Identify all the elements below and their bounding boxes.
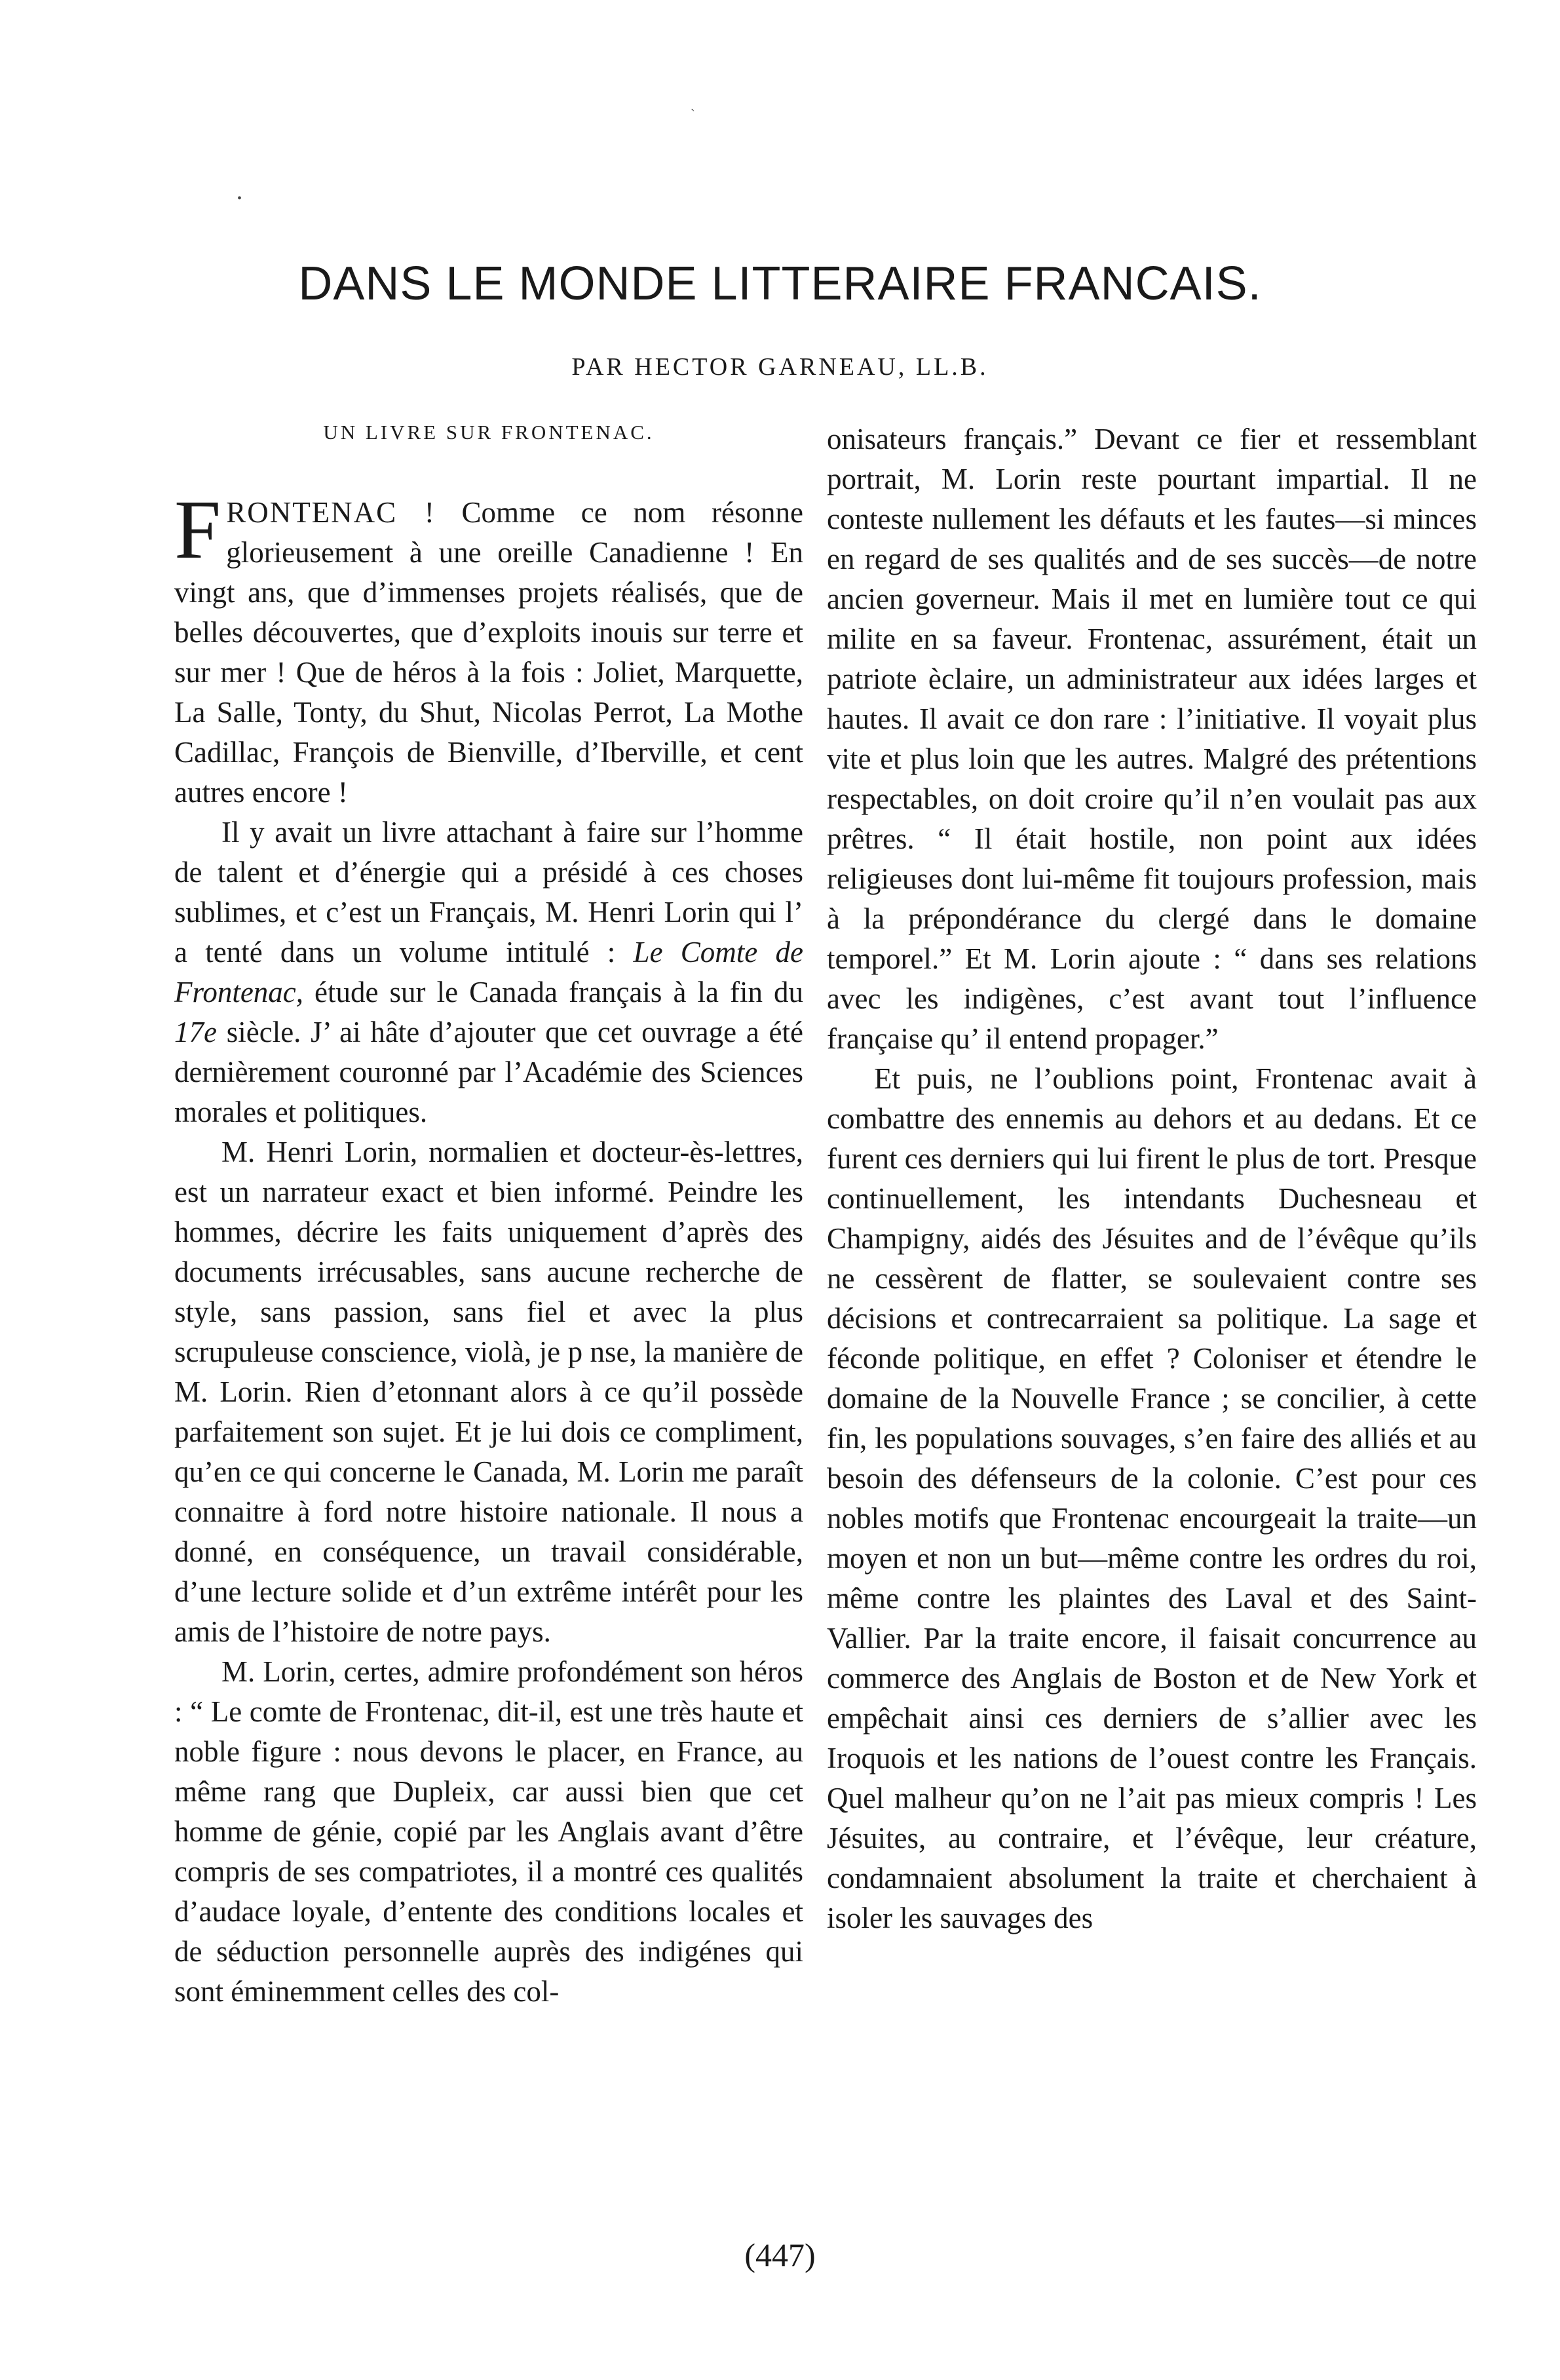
dropcap-letter: F — [174, 483, 221, 576]
scan-speck: ˏ — [691, 97, 695, 111]
paragraph-1 — [174, 483, 803, 813]
paragraph-2 — [174, 813, 803, 1132]
lead-word: RONTENAC ! — [226, 496, 436, 529]
article-byline: PAR HECTOR GARNEAU, LL.B. — [571, 353, 989, 381]
left-column — [174, 419, 803, 2012]
century: 17e — [174, 1016, 217, 1048]
paragraph-4: M. Lorin, certes, admire profondément son héros : “ Le comte de Frontenac, dit-il, est une très haute et noble figure : nous devons le placer, en France, au même rang que Dupleix, car aussi bien que cet homme de génie, copié par les Anglais avant d’être compris de ses compatriotes, il a montré ces qualités d’audace loyale, d’entente des conditions locales et de séduction personnelle auprès des indigénes qui sont éminemment celles des col- — [174, 1655, 803, 2008]
paragraph-2-text-a: Il y avait un livre attachant à faire sur l’homme de talent et d’énergie qui a présidé à ces choses sublimes, et c’est un Français, M. Henri Lorin qui l’ a tenté dans un volume intitulé : — [174, 816, 803, 969]
right-column — [827, 419, 1477, 1938]
paragraph-6: Et puis, ne l’oublions point, Frontenac avait à combattre des ennemis au dehors et au dedans. Et ce furent ces derniers qui lui firent le plus de tort. Presque continuellement, les intendants Duchesneau et Champigny, aidés des Jésuites and de l’évêque qu’ils ne cessèrent de flatter, se soulevaient contre ses décisions et contrecarraient sa politique. La sage et féconde politique, en effet ? Coloniser et étendre le domaine de la Nouvelle France ; se concilier, à cette fin, les populations souvages, s’en faire des alliés et au besoin des défenseurs de la colonie. C’est pour ces nobles motifs que Frontenac encourgeait la traite—un moyen et non un but—même contre les ordres du roi, même contre les plaintes des Laval et des Saint-Vallier. Par la traite encore, il faisait concurrence au commerce des Anglais de Boston et de New York et empêchait ainsi ces derniers de s’allier avec les Iroquois et les nations de l’ouest contre les Français. Quel malheur qu’on ne l’ait pas mieux compris ! Les Jésuites, au contraire, et l’évêque, leur créature, condamnaient absolument la traite et cherchaient à isoler les sauvages des — [827, 1062, 1477, 1934]
article-title: DANS LE MONDE LITTERAIRE FRANCAIS. — [298, 258, 1262, 310]
paragraph-1-text: Comme ce nom résonne glorieusement à une oreille Canadienne ! En vingt ans, que d’immenses projets réalisés, que de belles découvertes, que d’exploits inouis sur terre et sur mer ! Que de héros à la fois : Joliet, Marquette, La Salle, Tonty, du Shut, Nicolas Perrot, La Mothe Cadillac, François de Bienville, d’Iberville, et cent autres encore ! — [174, 496, 803, 809]
page-number: (447) — [744, 2236, 816, 2273]
section-heading: UN LIVRE SUR FRONTENAC. — [323, 421, 655, 444]
paragraph-3: M. Henri Lorin, normalien et docteur-ès-lettres, est un narrateur exact et bien informé. Peindre les hommes, décrire les faits uniquement d’après des documents irrécusables, sans aucune recherche de style, sans passion, sans fiel et avec la plus scrupuleuse conscience, violà, je p nse, la manière de M. Lorin. Rien d’etonnant alors à ce qu’il possède parfaitement son sujet. Et je lui dois ce compliment, qu’en ce qui concerne le Canada, M. Lorin me paraît connaitre à ford notre histoire nationale. Il nous a donné, en conséquence, un travail considérable, d’une lecture solide et d’un extrême intérêt pour les amis de l’histoire de notre pays. — [174, 1136, 803, 1648]
book-title: Le Comte de Frontenac, — [174, 936, 803, 1008]
paragraph-2-text-c: siècle. J’ ai hâte d’ajouter que cet ouvrage a été dernièrement couronné par l’Académie des Sciences morales et politiques. — [174, 1016, 803, 1128]
paragraph-2-text-b: étude sur le Canada français à la fin du — [303, 976, 803, 1008]
paragraph-5: onisateurs français.” Devant ce fier et ressemblant portrait, M. Lorin reste pourtant impartial. Il ne conteste nullement les défauts et les fautes—si minces en regard de ses qualités and de ses succès—de notre ancien governeur. Mais il met en lumière tout ce qui milite en sa faveur. Frontenac, assurément, était un patriote èclaire, un administrateur aux idées larges et hautes. Il avait ce don rare : l’initiative. Il voyait plus vite et plus loin que les autres. Malgré des prétentions respectables, on doit croire qu’il n’en voulait pas aux prêtres. “ Il était hostile, non point aux idées religieuses dont lui-même fit toujours profession, mais à la prépondérance du clergé dans le domaine temporel.” Et M. Lorin ajoute : “ dans ses relations avec les indigènes, c’est avant tout l’influence française qu’ il entend propager.” — [827, 423, 1477, 1055]
scan-speck: • — [237, 191, 242, 206]
